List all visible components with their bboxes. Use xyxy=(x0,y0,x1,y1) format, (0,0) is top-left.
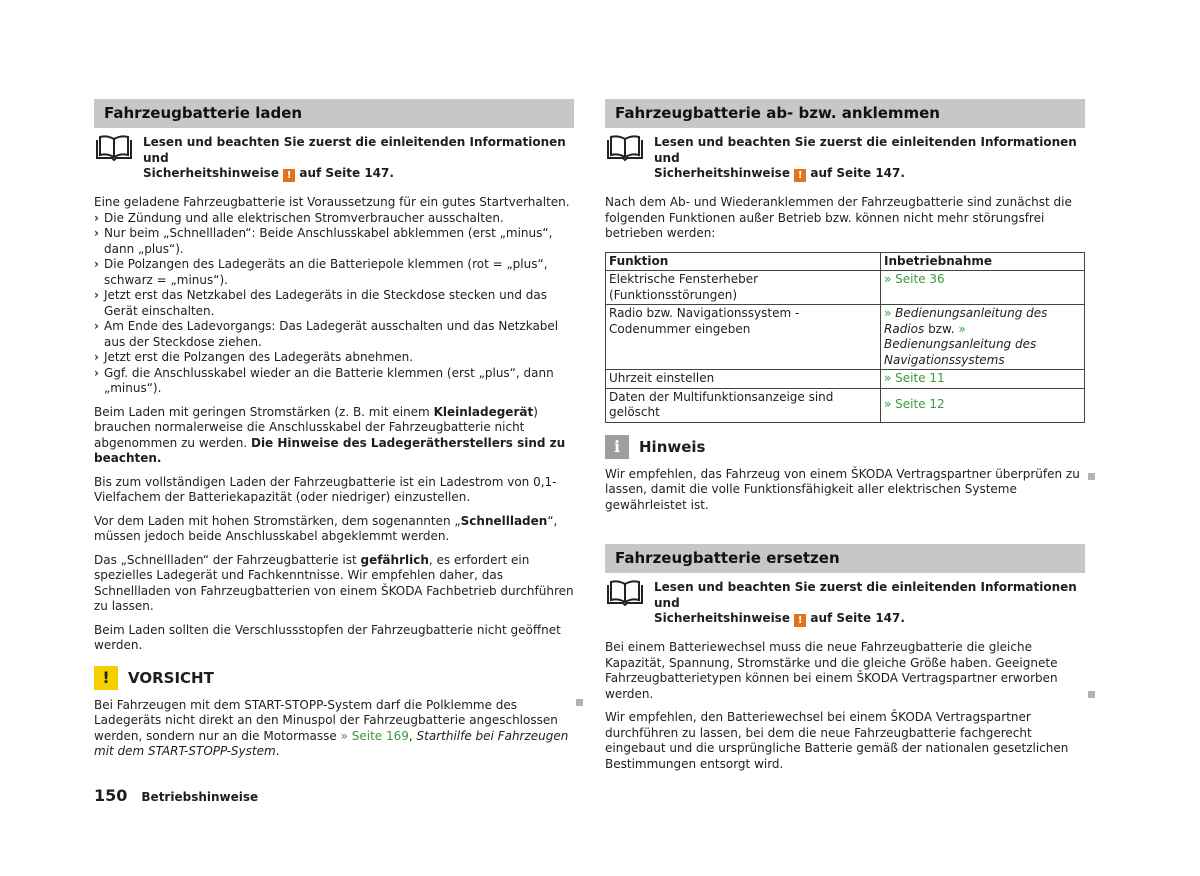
section-heading-abklemmen: Fahrzeugbatterie ab- bzw. anklemmen xyxy=(605,99,1085,128)
notice-text: Sicherheitshinweise xyxy=(143,166,279,180)
notice-text: Lesen und beachten Sie zuerst die einleitenden Informationen und xyxy=(654,580,1077,610)
table-header-cell: Inbetriebnahme xyxy=(881,252,1085,271)
table-cell: Elektrische Fensterheber (Funktionsstörungen) xyxy=(606,271,881,305)
warning-icon: ! xyxy=(283,169,295,182)
table-cell xyxy=(881,370,1085,389)
step-item: › Nur beim „Schnellladen“: Beide Anschlusskabel abklemmen (erst „minus“, dann „plus“). xyxy=(94,226,553,256)
caution-header xyxy=(94,666,574,690)
paragraph: Bei einem Batteriewechsel muss die neue Fahrzeugbatterie die gleiche Kapazität, Spannung, Stromstärke und die gleiche Größe haben. Geeignete Fahrzeugbatterietypen können bei einem ŠKODA Vertragspartner erworben werden. xyxy=(605,640,1058,701)
book-icon xyxy=(606,135,644,161)
arrow-icon: › xyxy=(94,350,99,364)
table-header-row xyxy=(606,252,1085,271)
table-row xyxy=(606,305,1085,370)
caution-text: Bei Fahrzeugen mit dem START-STOPP-System darf die Polklemme des Ladegeräts nicht direkt an den Minuspol der Fahrzeugbatterie angeschlossen werden, sondern nur an die Motormasse » Seite 169, Starthilfe bei Fahrzeugen mit dem START-STOPP-System. xyxy=(94,697,569,758)
right-column xyxy=(605,99,1085,772)
step-item: › Jetzt erst die Polzangen des Ladegeräts abnehmen. xyxy=(94,350,414,364)
note-text: Wir empfehlen, das Fahrzeug von einem ŠKODA Vertragspartner überprüfen zu lassen, damit die volle Funktionsfähigkeit aller elektrischen Systeme gewährleistet ist. xyxy=(605,466,1080,512)
paragraph: Vor dem Laden mit hohen Stromstärken, dem sogenannten „Schnellladen“, müssen jedoch beide Anschlusskabel abgeklemmt werden. xyxy=(94,513,558,543)
step-item: › Die Zündung und alle elektrischen Stromverbraucher ausschalten. xyxy=(94,210,504,225)
notice-text: Lesen und beachten Sie zuerst die einleitenden Informationen und xyxy=(143,135,566,165)
table-row xyxy=(606,370,1085,389)
step-item: › Ggf. die Anschlusskabel wieder an die Batterie klemmen (erst „plus“, dann „minus“). xyxy=(94,365,554,395)
table-cell: » Bedienungsanleitung des Radios bzw. » Bedienungsanleitung des Navigationssystems xyxy=(881,305,1085,370)
page-link[interactable]: » Seite 12 xyxy=(884,397,945,412)
notice-page-ref[interactable]: auf Seite 147. xyxy=(810,611,905,625)
table-cell: Daten der Multifunktionsanzeige sind gelöscht xyxy=(606,388,881,422)
page-link[interactable]: » Seite 11 xyxy=(884,371,945,385)
arrow-icon: › xyxy=(94,210,99,225)
paragraph: Beim Laden sollten die Verschlussstopfen der Fahrzeugbatterie nicht geöffnet werden. xyxy=(94,622,561,652)
table-header-cell: Funktion xyxy=(606,252,881,271)
notice-text: Sicherheitshinweise xyxy=(654,611,790,625)
book-icon xyxy=(95,135,133,161)
table-row xyxy=(606,388,1085,422)
section-heading-ersetzen: Fahrzeugbatterie ersetzen xyxy=(605,544,1085,573)
intro-text: Nach dem Ab- und Wiederanklemmen der Fahrzeugbatterie sind zunächst die folgenden Funktionen außer Betrieb bzw. können nicht mehr störungsfrei betrieben werden: xyxy=(605,195,1072,240)
note-title: Hinweis xyxy=(639,437,706,456)
notice-page-ref[interactable]: auf Seite 147. xyxy=(299,166,394,180)
section-end-marker xyxy=(576,699,583,706)
page-link[interactable]: » Seite 36 xyxy=(884,272,945,286)
step-item: › Jetzt erst das Netzkabel des Ladegeräts in die Steckdose stecken und das Gerät einschalten. xyxy=(94,288,548,318)
warning-icon: ! xyxy=(794,614,806,627)
table-cell: Uhrzeit einstellen xyxy=(606,370,881,389)
arrow-icon: › xyxy=(94,257,99,271)
paragraph: Bis zum vollständigen Laden der Fahrzeugbatterie ist ein Ladestrom von 0,1-Vielfachem der Batteriekapazität (oder niedriger) einzustellen. xyxy=(94,474,557,504)
book-icon xyxy=(606,580,644,606)
page-footer xyxy=(94,786,258,805)
page-link[interactable]: » Seite 169 xyxy=(340,728,409,743)
left-column xyxy=(94,99,574,760)
note-header xyxy=(605,435,1085,459)
safety-notice xyxy=(605,580,1085,627)
section-heading-laden: Fahrzeugbatterie laden xyxy=(94,99,574,128)
function-table xyxy=(605,252,1085,423)
safety-notice xyxy=(94,135,574,182)
notice-text: Lesen und beachten Sie zuerst die einleitenden Informationen und xyxy=(654,135,1077,165)
arrow-icon: › xyxy=(94,365,99,380)
section-end-marker xyxy=(1088,473,1095,480)
warning-icon: ! xyxy=(794,169,806,182)
table-cell: Radio bzw. Navigationssystem - Codenummer eingeben xyxy=(606,305,881,370)
instruction-steps xyxy=(94,211,574,397)
section-end-marker xyxy=(1088,691,1095,698)
paragraph: Das „Schnellladen“ der Fahrzeugbatterie ist gefährlich, es erfordert ein spezielles Ladegerät und Fachkenntnisse. Wir empfehlen daher, das Schnellladen von Fahrzeugbatterien von einem ŠKODA Fachbetrieb durchführen zu lassen. xyxy=(94,552,574,613)
page-number: 150 xyxy=(94,786,128,805)
notice-page-ref[interactable]: auf Seite 147. xyxy=(810,166,905,180)
arrow-icon: › xyxy=(94,288,99,302)
step-item: › Die Polzangen des Ladegeräts an die Batteriepole klemmen (rot = „plus“, schwarz = „minus“). xyxy=(94,257,548,287)
caution-title: VORSICHT xyxy=(128,668,214,687)
safety-notice xyxy=(605,135,1085,182)
paragraph: Beim Laden mit geringen Stromstärken (z. B. mit einem Kleinladegerät) brauchen normalerweise die Anschlusskabel der Fahrzeugbatterie nicht abgenommen zu werden. Die Hinweise des Ladegerätherstellers sind zu beachten. xyxy=(94,404,566,465)
notice-text: Sicherheitshinweise xyxy=(654,166,790,180)
intro-text: Eine geladene Fahrzeugbatterie ist Voraussetzung für ein gutes Startverhalten. xyxy=(94,195,570,209)
info-icon: i xyxy=(605,435,629,459)
table-cell xyxy=(881,271,1085,305)
arrow-icon: › xyxy=(94,226,99,240)
arrow-icon: › xyxy=(94,319,99,333)
table-cell xyxy=(881,388,1085,422)
table-row xyxy=(606,271,1085,305)
paragraph: Wir empfehlen, den Batteriewechsel bei einem ŠKODA Vertragspartner durchführen zu lassen, bei dem die neue Fahrzeugbatterie fachgerecht eingebaut und die ursprüngliche Batterie gemäß der nationalen gesetzlichen Bestimmungen entsorgt wird. xyxy=(605,710,1069,771)
step-item: › Am Ende des Ladevorgangs: Das Ladegerät ausschalten und das Netzkabel aus der Steckdose ziehen. xyxy=(94,319,559,349)
caution-icon: ! xyxy=(94,666,118,690)
section-name: Betriebshinweise xyxy=(141,790,259,804)
